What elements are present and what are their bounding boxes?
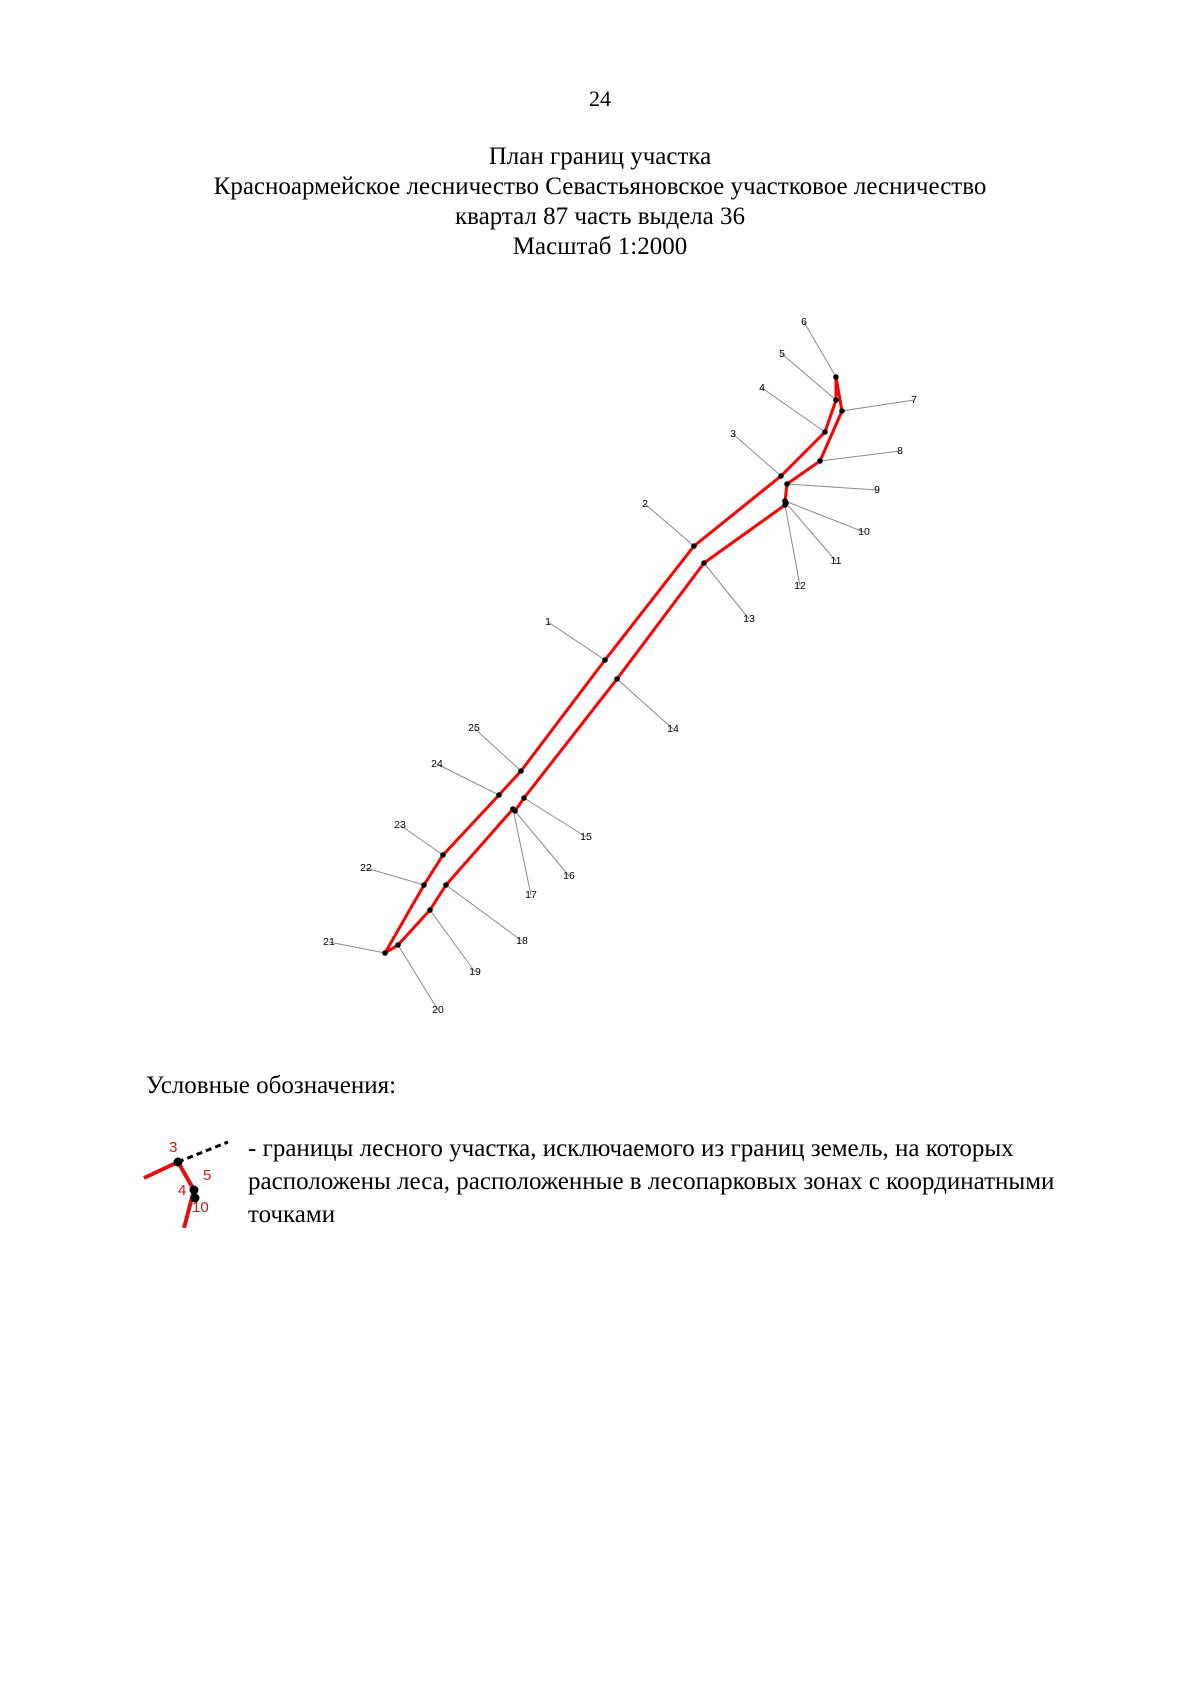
point-label-15: 15 (580, 830, 592, 843)
title-line-1: План границ участка (488, 143, 712, 170)
vertex-point (440, 852, 446, 858)
vertex-point (395, 942, 401, 948)
vertex-point (521, 795, 527, 801)
vertex-points (382, 374, 845, 956)
vertex-point (839, 408, 845, 414)
point-label-9: 9 (874, 483, 880, 496)
leader-line (446, 885, 522, 941)
leader-line (329, 942, 385, 953)
vertex-point (510, 806, 516, 812)
point-label-10: 10 (858, 525, 870, 538)
point-label-8: 8 (897, 444, 903, 457)
legend-vertex (190, 1186, 199, 1195)
leader-line (437, 764, 499, 795)
vertex-point (427, 907, 433, 913)
legend-row (140, 1132, 1080, 1242)
legend-heading: Условные обозначения: (146, 1072, 397, 1099)
point-label-14: 14 (667, 722, 679, 735)
legend-vertex (174, 1158, 183, 1167)
leader-line (617, 679, 673, 729)
point-label-1: 1 (545, 615, 551, 628)
vertex-point (602, 657, 608, 663)
leader-line (400, 825, 443, 855)
boundary-legend-symbol (140, 1132, 236, 1228)
point-label-2: 2 (642, 497, 648, 510)
point-label-17: 17 (525, 888, 537, 901)
point-label-22: 22 (360, 861, 372, 874)
leader-line (785, 501, 864, 532)
vertex-point (817, 458, 823, 464)
point-label-16: 16 (563, 869, 575, 882)
leader-line (548, 622, 605, 660)
vertex-point (518, 768, 524, 774)
point-label-12: 12 (794, 579, 806, 592)
legend-dashed-line (178, 1142, 228, 1162)
leader-line (842, 400, 914, 411)
vertex-point (833, 397, 839, 403)
vertex-point (701, 560, 707, 566)
point-label-20: 20 (432, 1003, 444, 1016)
legend-description: - границы лесного участка, исключаемого из границ земель, на которых расположены леса, расположенные в лесопарковых зонах с координатными точками (248, 1135, 1055, 1228)
point-label-19: 19 (469, 965, 481, 978)
point-label-6: 6 (801, 315, 807, 328)
leader-line (733, 434, 781, 476)
leader-line (366, 868, 424, 885)
legend-boundary-line (144, 1162, 194, 1228)
point-label-5: 5 (779, 347, 785, 360)
vertex-point (784, 481, 790, 487)
point-label-3: 3 (730, 427, 736, 440)
vertex-point (496, 792, 502, 798)
leader-line (524, 798, 586, 837)
leader-line (645, 504, 694, 546)
point-label-13: 13 (743, 612, 755, 625)
leader-line (430, 910, 475, 972)
leader-line (762, 388, 825, 432)
vertex-point (691, 543, 697, 549)
leader-line (704, 563, 749, 619)
page-number: 24 (589, 86, 611, 111)
point-label-24: 24 (431, 757, 443, 770)
title-line-2: Красноармейское лесничество Севастьяновское участковое лесничество (213, 173, 987, 200)
vertex-point (833, 374, 839, 380)
legend-label-5: 5 (203, 1167, 212, 1184)
leader-line (787, 484, 877, 490)
vertex-point (778, 473, 784, 479)
legend-label-10: 10 (192, 1199, 209, 1216)
leader-line (513, 809, 531, 895)
point-label-21: 21 (323, 935, 335, 948)
leader-line (804, 322, 836, 377)
vertex-point (614, 676, 620, 682)
point-label-4: 4 (759, 381, 765, 394)
title-line-3: квартал 87 часть выдела 36 (455, 203, 745, 230)
point-label-25: 25 (468, 721, 480, 734)
vertex-point (443, 882, 449, 888)
legend-label-4: 4 (178, 1182, 187, 1199)
vertex-point (822, 429, 828, 435)
leader-line (820, 451, 900, 461)
vertex-point (421, 882, 427, 888)
point-label-18: 18 (516, 934, 528, 947)
leader-line (474, 728, 521, 771)
title-line-4: Масштаб 1:2000 (512, 233, 688, 260)
vertex-point (382, 950, 388, 956)
legend-label-3: 3 (169, 1139, 178, 1156)
point-label-7: 7 (911, 393, 917, 406)
point-label-23: 23 (394, 818, 406, 831)
point-label-11: 11 (830, 554, 842, 567)
boundary-polygon (385, 377, 842, 953)
vertex-point (782, 502, 788, 508)
leader-line (782, 354, 836, 400)
leader-line (398, 945, 438, 1010)
